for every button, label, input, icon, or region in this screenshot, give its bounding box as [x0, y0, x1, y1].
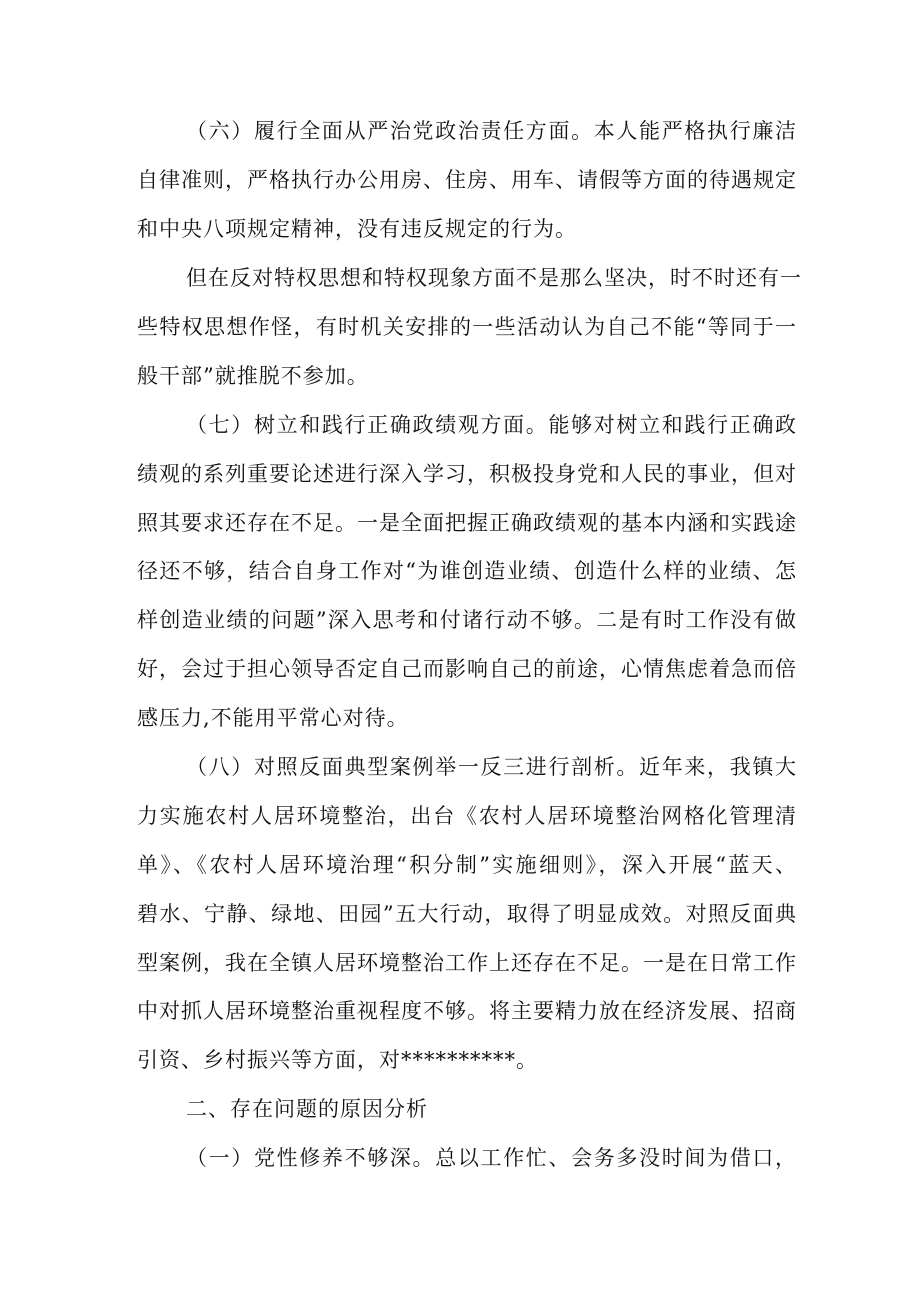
paragraph-4-line-3: 单》、《农村人居环境治理“积分制”实施细则》，深入开展“蓝天、: [137, 853, 797, 877]
paragraph-3-line-3: 照其要求还存在不足。一是全面把握正确政绩观的基本内涵和实践途: [137, 511, 797, 535]
paragraph-3-line-5: 样创造业绩的问题”深入思考和付诸行动不够。二是有时工作没有做: [137, 608, 797, 632]
paragraph-3-line-6: 好，会过于担心领导否定自己而影响自己的前途，心情焦虑着急而倍: [137, 657, 797, 681]
paragraph-1-line-2: 自律准则，严格执行办公用房、住房、用车、请假等方面的待遇规定: [137, 168, 797, 192]
paragraph-6-line-1: （一）党性修养不够深。总以工作忙、会务多没时间为借口，: [186, 1146, 797, 1170]
paragraph-3-line-2: 绩观的系列重要论述进行深入学习，积极投身党和人民的事业，但对: [137, 462, 797, 486]
paragraph-4-line-5: 型案例，我在全镇人居环境整治工作上还存在不足。一是在日常工作: [137, 951, 797, 975]
paragraph-4-line-7: 引资、乡村振兴等方面，对**********。: [137, 1048, 538, 1072]
paragraph-2-line-3: 般干部”就推脱不参加。: [137, 364, 369, 388]
paragraph-1-line-3: 和中央八项规定精神，没有违反规定的行为。: [137, 217, 577, 241]
paragraph-3-line-1: （七）树立和践行正确政绩观方面。能够对树立和践行正确政: [186, 413, 797, 437]
paragraph-4-line-6: 中对抓人居环境整治重视程度不够。将主要精力放在经济发展、招商: [137, 999, 797, 1023]
section-heading: 二、存在问题的原因分析: [186, 1097, 428, 1121]
paragraph-4-line-1: （八）对照反面典型案例举一反三进行剖析。近年来，我镇大: [186, 755, 797, 779]
paragraph-4-line-2: 力实施农村人居环境整治，出台《农村人居环境整治网格化管理清: [137, 804, 797, 828]
paragraph-4-line-4: 碧水、宁静、绿地、田园”五大行动，取得了明显成效。对照反面典: [137, 902, 797, 926]
paragraph-3-line-4: 径还不够，结合自身工作对“为谁创造业绩、创造什么样的业绩、怎: [137, 559, 797, 583]
paragraph-1-line-1: （六）履行全面从严治党政治责任方面。本人能严格执行廉洁: [186, 119, 797, 143]
paragraph-2-line-1: 但在反对特权思想和特权现象方面不是那么坚决，时不时还有一: [186, 266, 802, 290]
paragraph-2-line-2: 些特权思想作怪，有时机关安排的一些活动认为自己不能“等同于一: [137, 315, 797, 339]
paragraph-3-line-7: 感压力,不能用平常心对待。: [137, 706, 409, 730]
